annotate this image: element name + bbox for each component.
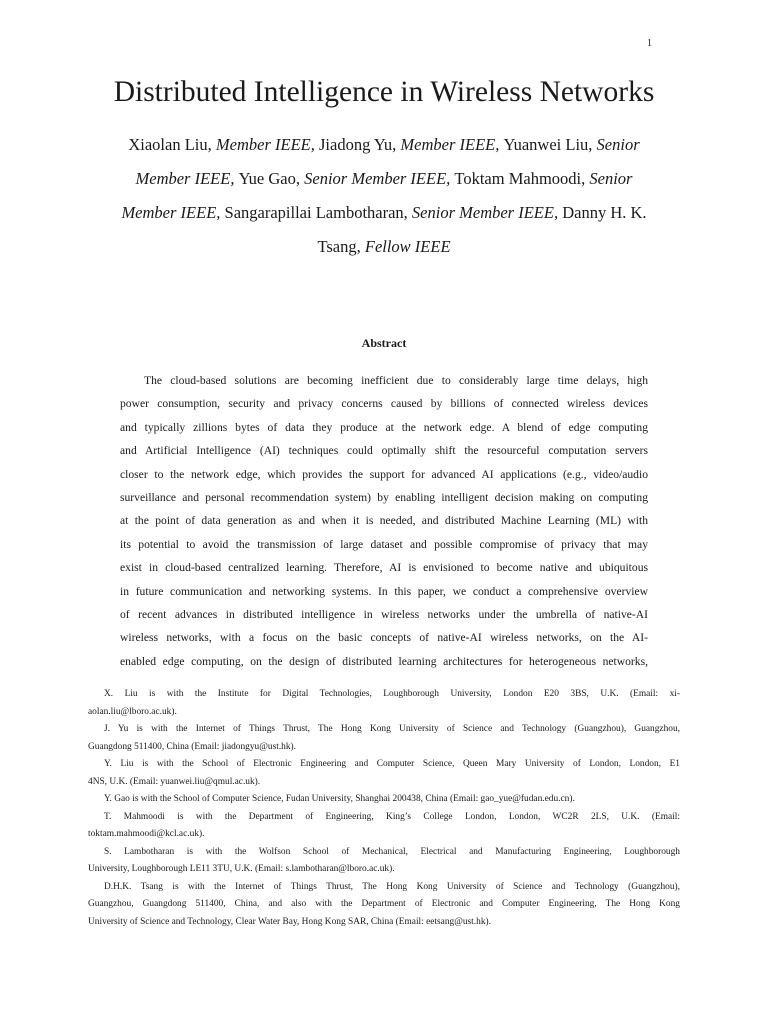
author-role: Senior xyxy=(589,169,633,188)
author-line xyxy=(90,196,678,230)
author-line xyxy=(90,128,678,162)
footnote-line: Guangdong 511400, China (Email: jiadongyu@ust.hk). xyxy=(88,741,297,752)
author-name: Sangarapillai Lambotharan, xyxy=(224,203,412,222)
author-name: Yue Gao, xyxy=(238,169,305,188)
footnote-line: toktam.mahmoodi@kcl.ac.uk). xyxy=(88,829,205,839)
abstract-heading: Abstract xyxy=(361,336,407,350)
author-role: Fellow IEEE xyxy=(364,237,451,256)
footnote-yuanwei-liu xyxy=(88,756,680,791)
author-name: Toktam Mahmoodi, xyxy=(454,169,590,188)
footnote-line: T. Mahmoodi is with the Department of Engineering, King’s College London, London, WC2R 2LS, U.K. (Email: xyxy=(104,811,680,822)
author-role: Member IEEE, xyxy=(215,135,319,154)
abstract-line: surveillance and personal recommendation system) by enabling intelligent decision making on computing xyxy=(120,491,648,505)
author-name: Yuanwei Liu, xyxy=(503,135,597,154)
footnote-line: University of Science and Technology, Clear Water Bay, Hong Kong SAR, China (Email: eetsang@ust.hk). xyxy=(88,916,491,927)
footnote-line: J. Yu is with the Internet of Things Thrust, The Hong Kong University of Science and Technology (Guangzhou), Guangzhou, xyxy=(104,724,680,734)
footnote-line: Guangzhou, Guangdong 511400, China, and also with the Department of Electronic and Computer Engineering, The Hong Kong xyxy=(88,899,680,909)
author-role: Senior Member IEEE, xyxy=(411,203,563,222)
author-role: Member IEEE, xyxy=(400,135,504,154)
abstract-line: of recent advances in distributed intelligence in wireless networks under the umbrella of native-AI xyxy=(120,608,648,622)
abstract-line: power consumption, security and privacy concerns caused by billions of connected wireless devices xyxy=(120,397,648,411)
footnote-line: X. Liu is with the Institute for Digital Technologies, Loughborough University, London E20 3BS, U.K. (Email: xi- xyxy=(104,689,680,699)
footnote-gao xyxy=(88,791,680,809)
footnote-line: aolan.liu@lboro.ac.uk). xyxy=(88,706,177,717)
author-name: Danny H. K. xyxy=(562,203,647,222)
footnote-tsang xyxy=(88,879,680,932)
abstract-line: at the point of data generation as and when it is needed, and distributed Machine Learning (ML) with xyxy=(120,514,648,528)
footnote-line: Y. Liu is with the School of Electronic Engineering and Computer Science, Queen Mary University of London, London, E1 xyxy=(104,759,680,769)
abstract-line: in future communication and networking systems. In this paper, we conduct a comprehensive overview xyxy=(120,584,648,598)
paper-title: Distributed Intelligence in Wireless Networks xyxy=(113,76,655,108)
author-role: Member IEEE, xyxy=(121,203,225,222)
abstract-line: and typically zillions bytes of data they produce at the network edge. A blend of edge computing xyxy=(120,420,648,434)
footnote-line: Y. Gao is with the School of Computer Science, Fudan University, Shanghai 200438, China (Email: gao_yue@fudan.edu.cn). xyxy=(104,794,575,804)
author-line xyxy=(90,162,678,196)
abstract-line: The cloud-based solutions are becoming inefficient due to considerably large time delays, high xyxy=(144,374,648,387)
abstract-line: enabled edge computing, on the design of distributed learning architectures for heterogeneous networks, xyxy=(120,654,648,668)
footnote-lambotharan xyxy=(88,844,680,879)
author-role: Senior xyxy=(596,135,640,154)
footnote-line: 4NS, U.K. (Email: yuanwei.liu@qmul.ac.uk). xyxy=(88,776,261,787)
footnote-line: University, Loughborough LE11 3TU, U.K. (Email: s.lambotharan@lboro.ac.uk). xyxy=(88,864,395,874)
footnote-liu xyxy=(88,686,680,721)
author-affiliation-footnotes xyxy=(88,686,680,931)
author-name: Jiadong Yu, xyxy=(318,135,401,154)
abstract-line: exist in cloud-based centralized learning. Therefore, AI is envisioned to become native and ubiquitous xyxy=(120,561,648,575)
abstract-line: closer to the network edge, which provides the support for advanced AI applications (e.g., video/audio xyxy=(120,467,648,481)
author-line xyxy=(90,230,678,264)
author-name: Tsang, xyxy=(317,237,365,256)
author-name: Xiaolan Liu, xyxy=(128,135,216,154)
footnote-line: S. Lambotharan is with the Wolfson School of Mechanical, Electrical and Manufacturing Engineering, Loughborough xyxy=(104,846,680,857)
author-list xyxy=(90,128,678,264)
abstract-line: and Artificial Intelligence (AI) techniques could optimally shift the resourceful computation servers xyxy=(120,444,648,458)
abstract-line: its potential to avoid the transmission of large dataset and possible compromise of privacy that may xyxy=(120,537,648,551)
abstract-line: wireless networks, with a focus on the basic concepts of native-AI wireless networks, on the AI- xyxy=(120,631,648,645)
author-role: Member IEEE, xyxy=(135,169,239,188)
footnote-line: D.H.K. Tsang is with the Internet of Things Thrust, The Hong Kong University of Science and Technology (Guangzhou), xyxy=(104,881,680,892)
author-role: Senior Member IEEE, xyxy=(304,169,455,188)
page-number: 1 xyxy=(647,38,652,49)
abstract-body xyxy=(120,369,648,673)
footnote-mahmoodi xyxy=(88,809,680,844)
footnote-yu xyxy=(88,721,680,756)
